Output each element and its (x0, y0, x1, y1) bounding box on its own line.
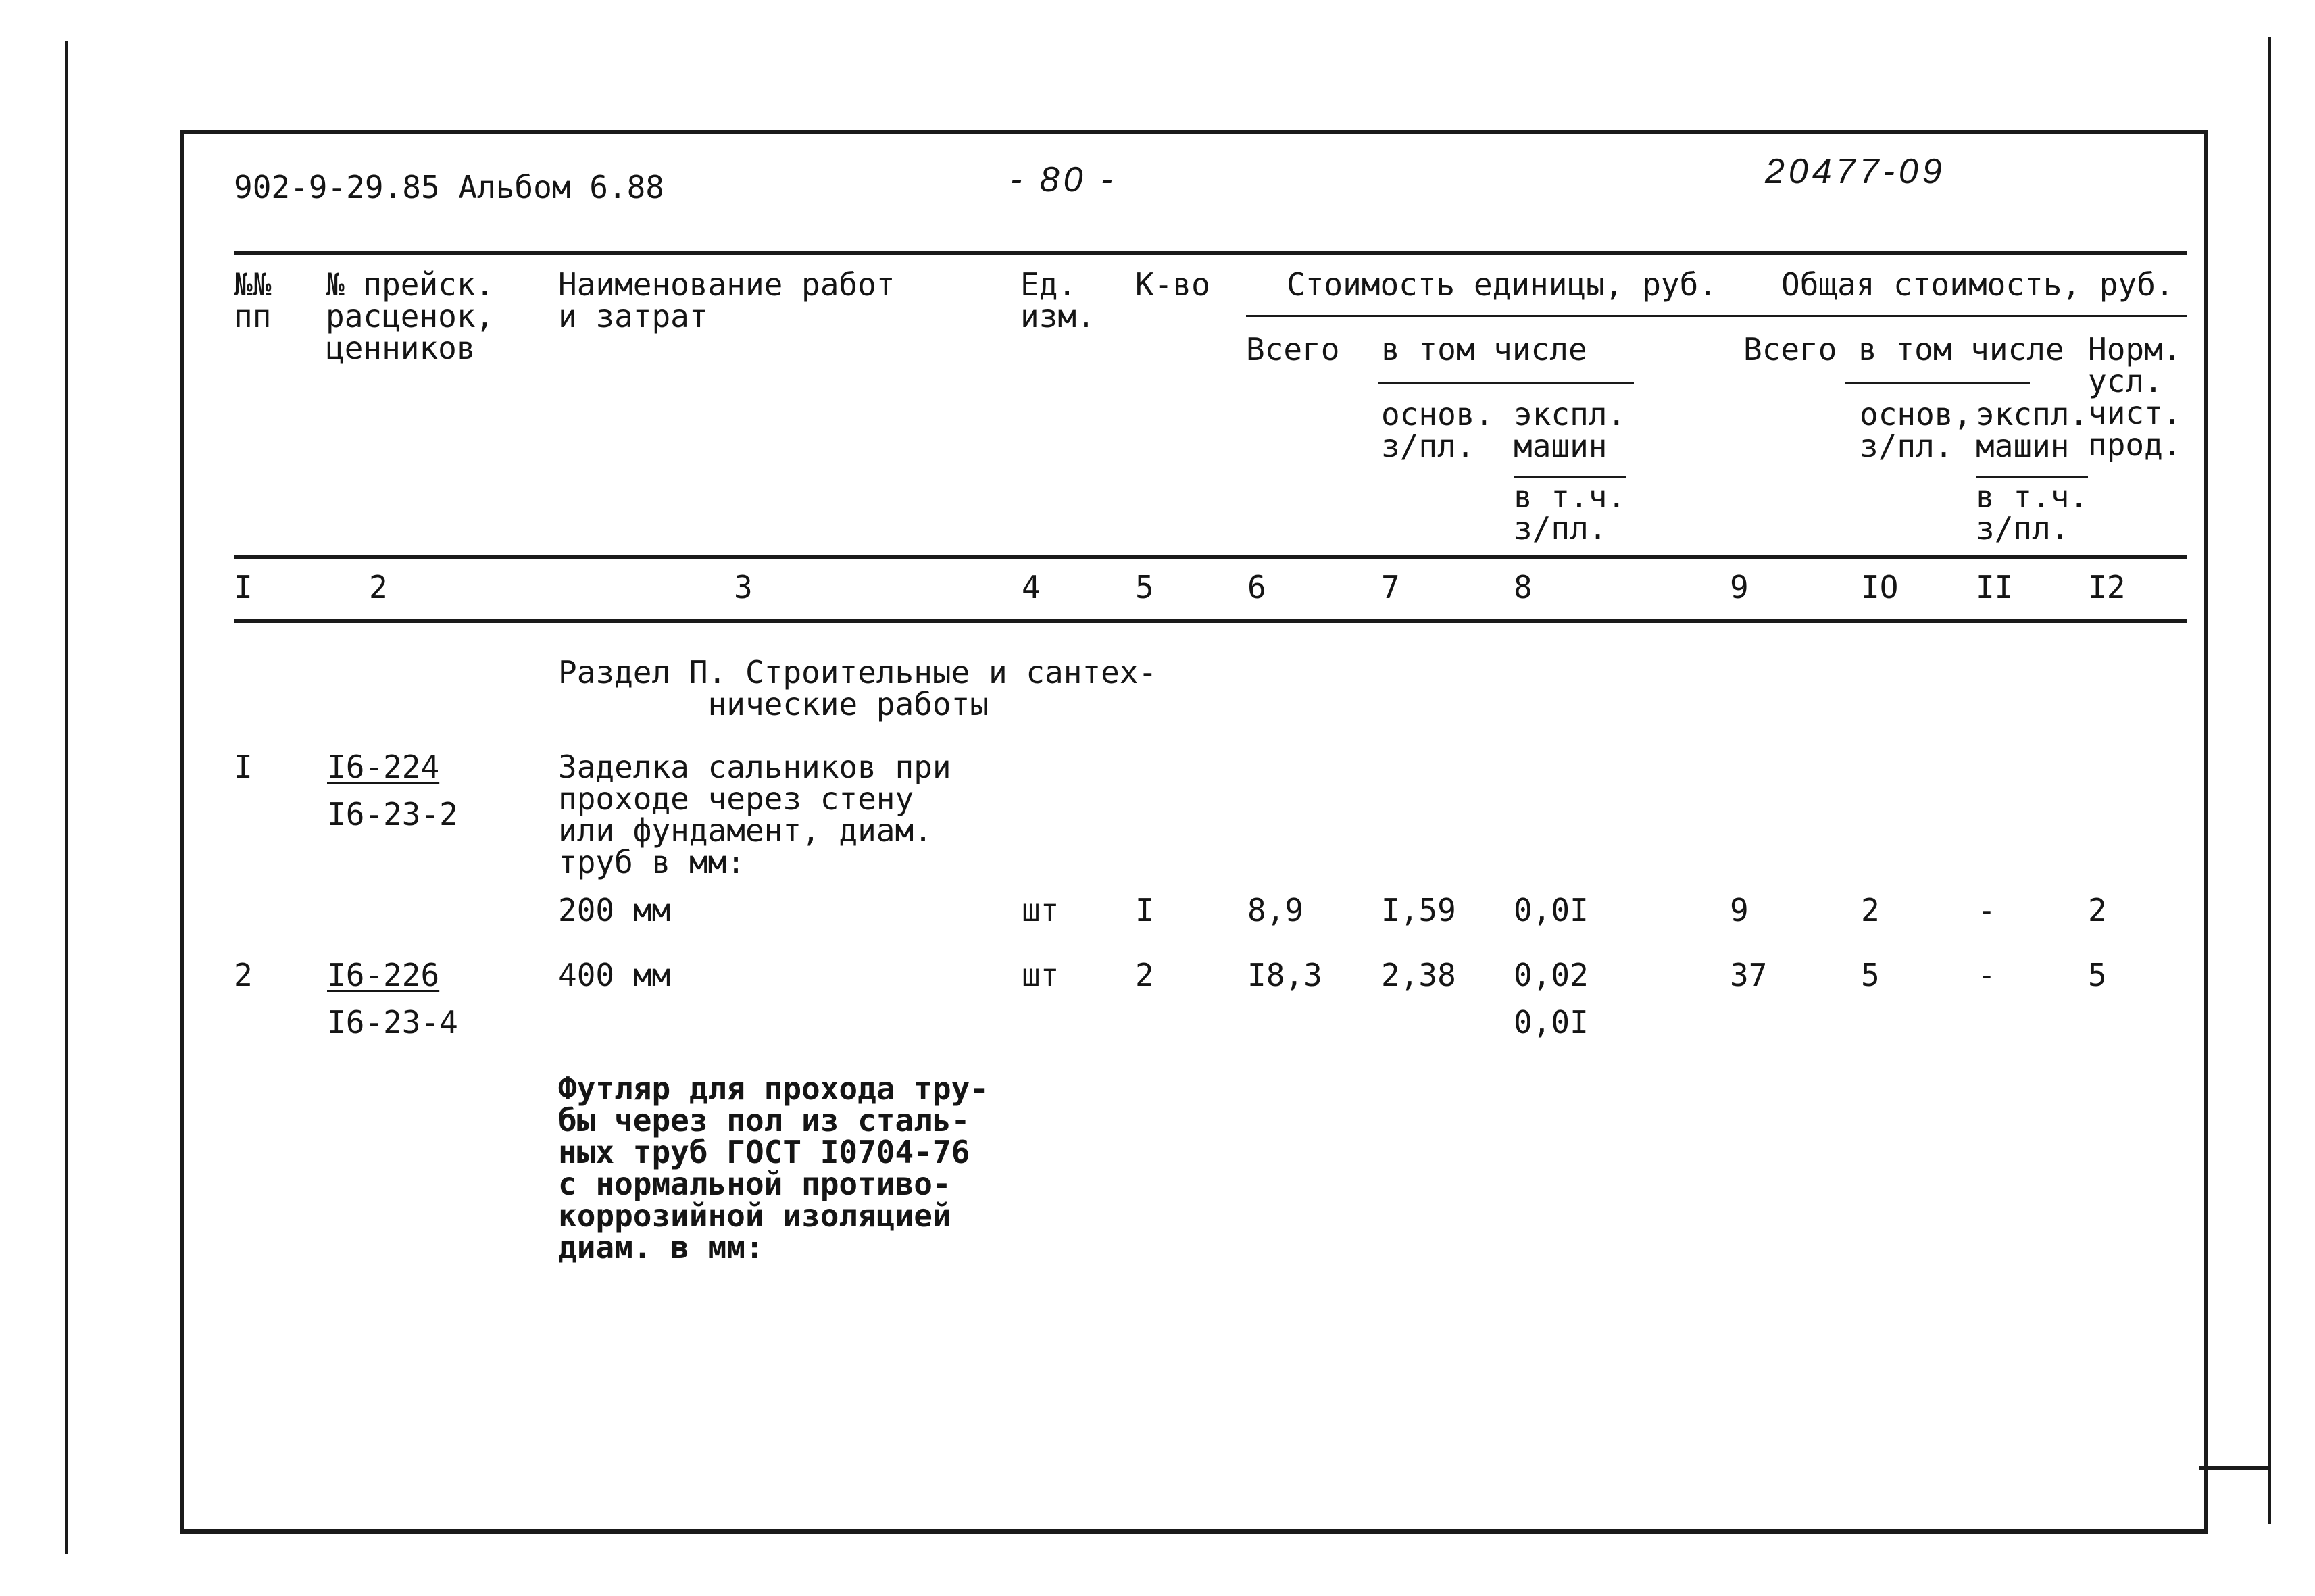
section-title: Раздел П. Строительные и сантех- нические работы (558, 654, 1158, 722)
col-header-unit-cost: Стоимость единицы, руб. (1287, 266, 1717, 303)
col-number-4: 4 (1022, 569, 1041, 605)
row-1-unit: шт (1022, 892, 1060, 928)
col-header-total-incl-wage: в т.ч. з/пл. (1976, 478, 2089, 547)
header-bottom-rule (234, 555, 2187, 559)
col-header-num: №№ пп (234, 266, 272, 334)
sleeve-description: Футляр для прохода тру- бы через пол из сталь- ных труб ГОСТ I0704-76 с нормальной противо- коррозийной изоляцией диам. в мм: (558, 1070, 989, 1266)
row-1-norm: 2 (2088, 892, 2107, 928)
doc-code: 902-9-29.85 Альбом 6.88 (234, 169, 664, 205)
col-number-6: 6 (1247, 569, 1266, 605)
col-header-unit-machines: экспл. машин (1514, 396, 1626, 464)
row-1-name: 200 мм (558, 892, 671, 928)
col-number-5: 5 (1135, 569, 1154, 605)
row-2-ref-secondary: I6-23-4 (327, 1004, 458, 1041)
row-1-total: 9 (1730, 892, 1749, 928)
row-2-unit-machines-wage: 0,0I (1514, 1004, 1589, 1041)
col-header-total-base-wage: основ, з/пл. (1860, 396, 1972, 464)
col-header-total-cost: Общая стоимость, руб. (1781, 266, 2174, 303)
row-1-ref-primary: I6-224 (327, 749, 440, 785)
row-1-unit-wage: I,59 (1381, 892, 1456, 928)
col-header-total-incl: в том числе (1858, 331, 2064, 368)
col-header-unit-total: Всего (1246, 331, 1340, 368)
row-1-num: I (234, 749, 253, 785)
row-1-unit-total: 8,9 (1247, 892, 1304, 928)
row-2-num: 2 (234, 957, 253, 993)
col-number-3: 3 (734, 569, 753, 605)
row-1-unit-machines: 0,0I (1514, 892, 1589, 928)
cost-group-rule (1246, 315, 2187, 317)
col-header-norm: Норм. усл. чист. прод. (2088, 331, 2182, 463)
col-header-unit: Ед. изм. (1020, 266, 1095, 334)
row-2-norm: 5 (2088, 957, 2107, 993)
col-header-price-ref: № прейск. расценок, ценников (326, 266, 495, 366)
left-margin-rule (65, 41, 68, 1554)
row-2-total-machines: - (1977, 957, 1996, 993)
col-number-8: 8 (1514, 569, 1533, 605)
row-2-name: 400 мм (558, 957, 671, 993)
row-2-unit-machines: 0,02 (1514, 957, 1589, 993)
row-2-total-wage: 5 (1861, 957, 1880, 993)
col-header-unit-base-wage: основ. з/пл. (1381, 396, 1494, 464)
row-1-ref-secondary: I6-23-2 (327, 796, 458, 832)
right-margin-rule (2268, 37, 2271, 1524)
row-2-unit: шт (1022, 957, 1060, 993)
row-1-qty: I (1135, 892, 1154, 928)
col-numbers-rule (234, 619, 2187, 623)
col-header-unit-incl: в том числе (1381, 331, 1587, 368)
right-edge-stub (2199, 1466, 2270, 1470)
col-number-7: 7 (1381, 569, 1400, 605)
row-1-total-machines: - (1977, 892, 1996, 928)
col-header-unit-incl-wage: в т.ч. з/пл. (1514, 478, 1626, 547)
col-number-1: I (234, 569, 253, 605)
row-1-description: Заделка сальников при проходе через стену или фундамент, диам. труб в мм: (558, 749, 951, 880)
row-2-total: 37 (1730, 957, 1768, 993)
col-header-total-machines: экспл. машин (1976, 396, 2089, 464)
col-number-12: I2 (2088, 569, 2126, 605)
row-2-unit-wage: 2,38 (1381, 957, 1456, 993)
col-header-name: Наименование работ и затрат (558, 266, 895, 334)
col-number-11: II (1976, 569, 2014, 605)
doc-number: 20477-09 (1765, 152, 1946, 191)
row-2-ref-primary: I6-226 (327, 957, 440, 993)
row-2-unit-total: I8,3 (1247, 957, 1322, 993)
col-number-2: 2 (369, 569, 388, 605)
total-incl-rule (1845, 382, 2030, 384)
row-1-total-wage: 2 (1861, 892, 1880, 928)
unit-incl-rule (1378, 382, 1634, 384)
page-number: - 80 - (1010, 160, 1117, 199)
col-header-total-total: Всего (1743, 331, 1837, 368)
col-number-10: IO (1861, 569, 1899, 605)
row-2-qty: 2 (1135, 957, 1154, 993)
col-header-qty: К-во (1135, 266, 1210, 303)
table-top-rule (234, 251, 2187, 255)
col-number-9: 9 (1730, 569, 1749, 605)
